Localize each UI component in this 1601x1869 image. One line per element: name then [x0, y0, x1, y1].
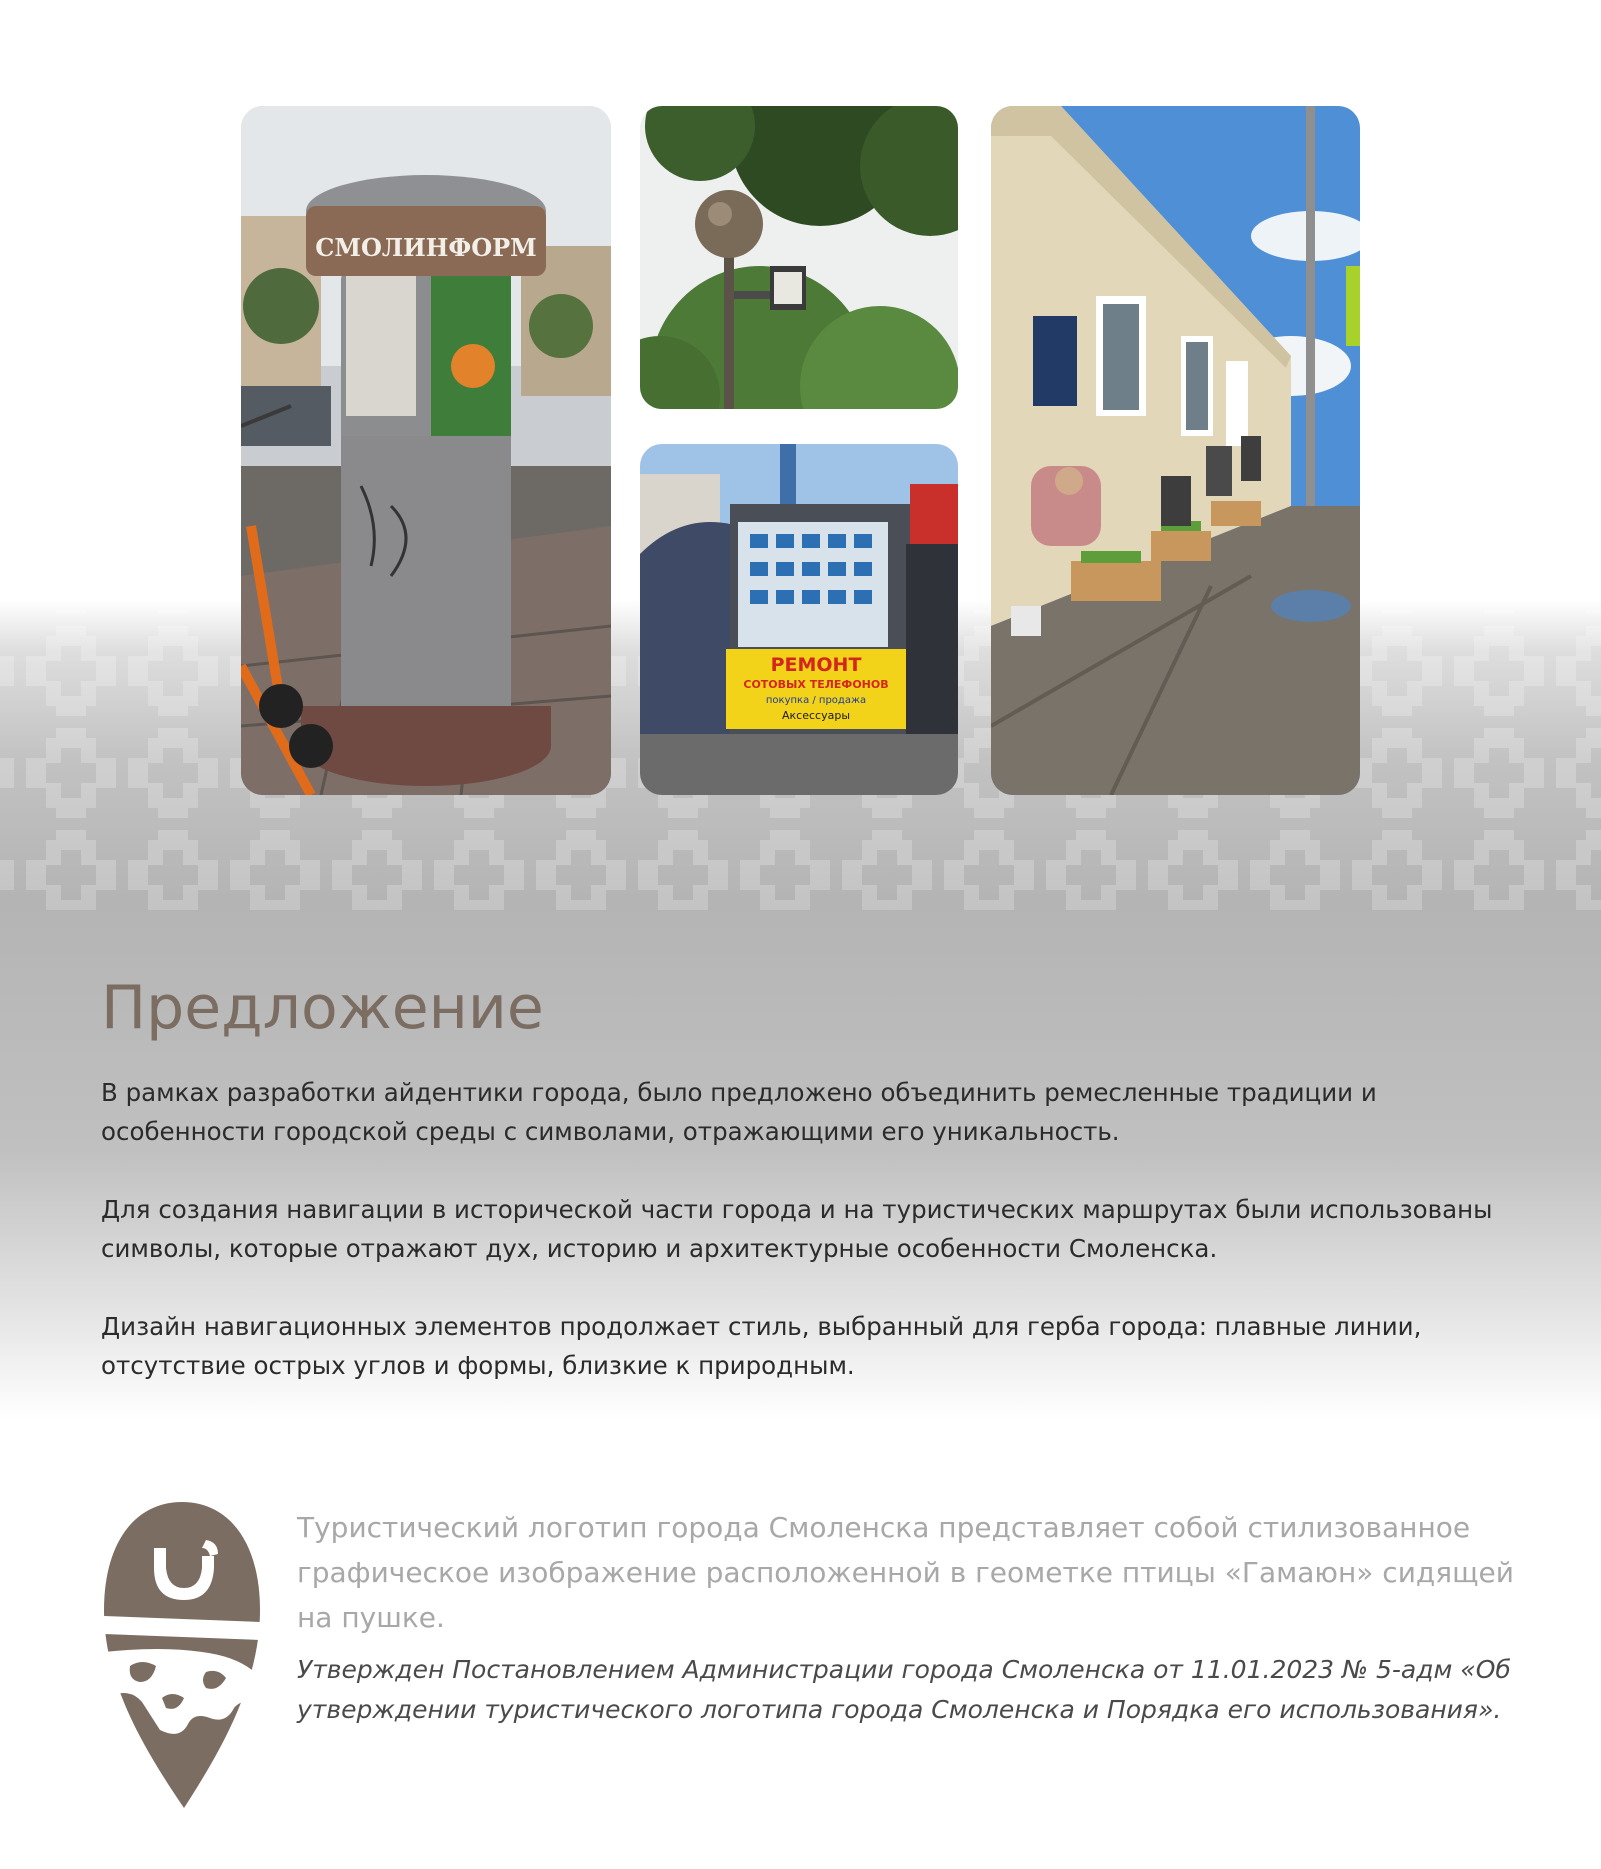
section-paragraph-2: Для создания навигации в исторической части города и на туристических маршрутах были использованы символы, которые отражают дух, историю и архитектурные особенности Смоленска.: [101, 1195, 1493, 1263]
phone-repair-kiosk-photo: [640, 444, 958, 795]
kiosk-sign-line-2: СОТОВЫХ ТЕЛЕФОНОВ: [743, 678, 889, 691]
kiosk-sign-line-3: покупка / продажа: [765, 695, 867, 706]
logo-approval-note: Утвержден Постановлением Администрации города Смоленска от 11.01.2023 № 5-адм «Об утверждении туристического логотипа города Смоленска и Порядка его использования».: [297, 1655, 1511, 1724]
logo-description: Туристический логотип города Смоленска представляет собой стилизованное графическое изображение расположенной в геометке птицы «Гамаюн» сидящей на пушке.: [297, 1511, 1514, 1634]
kiosk-sign-line-1: РЕМОНТ: [770, 654, 862, 676]
advertising-column-photo: [241, 106, 611, 795]
tourist-logo-icon: [102, 1502, 262, 1810]
street-lamp-photo: [640, 106, 958, 409]
section-paragraph-3: Дизайн навигационных элементов продолжает стиль, выбранный для герба города: плавные линии, отсутствие острых углов и формы, близкие к природным.: [101, 1312, 1422, 1380]
section-title: Предложение: [101, 973, 544, 1043]
street-vendors-photo: [991, 106, 1360, 795]
column-sign-text: СМОЛИНФОРМ: [315, 233, 537, 262]
kiosk-sign-line-4: Аксессуары: [782, 709, 850, 722]
section-paragraph-1: В рамках разработки айдентики города, было предложено объединить ремесленные традиции и особенности городской среды с символами, отражающими его уникальность.: [101, 1078, 1377, 1146]
